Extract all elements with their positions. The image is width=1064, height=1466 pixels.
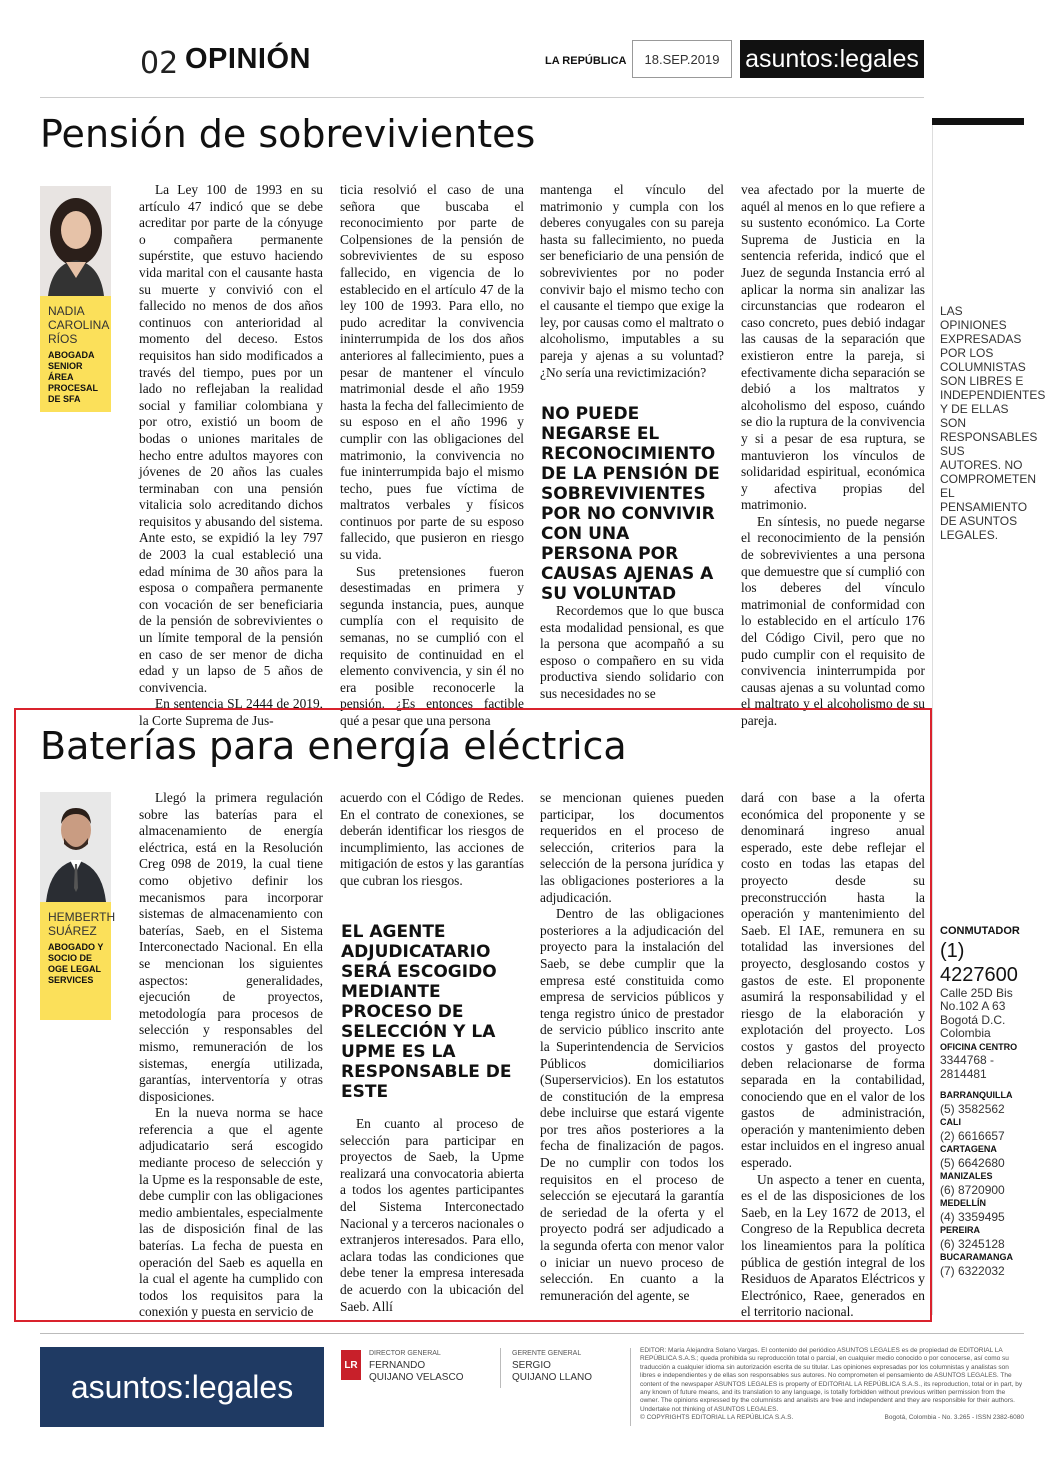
article2-pullquote: EL AGENTE ADJUDICATARIO SERÁ ESCOGIDO MEDIANTE PROCESO DE SELECCIÓN Y LA UPME ES LA RESPONSABLE DE ESTE: [341, 922, 512, 1102]
branch-phone: (2) 6616657: [940, 1128, 1005, 1143]
branch-city: CALI: [940, 1117, 961, 1127]
paragraph: En síntesis, no puede negarse el reconocimiento de la pensión de sobrevivientes a una persona que demuestre que sí cumplió con los deberes del vínculo matrimonial de conformidad con lo establecido en el artículo 176 del Código Civil, pero que no pudo cumplir con el requisito de convivencia ininterrumpida por causas ajenas a su voluntad como el maltrato y el alcoholismo de su pareja.: [741, 513, 925, 728]
article1-column-3-continued: [540, 603, 724, 703]
lr-logo: LR: [341, 1350, 361, 1380]
switchboard-phone: (1) 4227600: [940, 939, 1018, 986]
article1-column-2: [340, 182, 524, 730]
switchboard-label: CONMUTADOR: [940, 925, 1020, 937]
author-role: ABOGADA SENIOR ÁREA PROCESAL DE SFA: [48, 350, 98, 404]
article1-column-1: [139, 182, 323, 730]
branch: [940, 1197, 1024, 1224]
article2-column-2: [340, 790, 524, 890]
paragraph: En cuanto al proceso de selección para participar en proyectos de Saeb, la Upme realizará una convocatoria abierta a todos los agentes participantes del Sistema Interconectado Nacional y a terceros nacionales o extranjeros interesados. Para ello, aclara todas las condiciones que debe tener la empresa interesada de acuerdo con la ubicación del Saeb. Allí: [340, 1116, 524, 1314]
paragraph: vea afectado por la muerte de aquél al menos en lo que refiere a su sustento económico. La Corte Suprema de Justicia en la sentencia referida, indicó que el Juez de segunda Instancia erró al aplicar la norma sin analizar las circunstancias que rodearon el caso concreto, pues debió indagar las causas de la separación que existieron entre la pareja, si efectivamente dicha separación se debió a los maltratos y alcoholismo del esposo, cuándo se dio la ruptura de la convivencia y si a pesar de esa ruptura, se mantuvieron los vínculos de solidaridad espiritual, económica y afectiva propias del matrimonio.: [741, 182, 925, 513]
supplement-logo: asuntos:legales: [740, 40, 924, 78]
header-divider: [40, 97, 924, 98]
branch: [940, 1089, 1024, 1116]
branch-phone: (5) 3582562: [940, 1101, 1005, 1116]
paragraph: dará con base a la oferta económica del proponente y se denominará ingreso anual esperado, este debe reflejar el costo en todas las etapas del proyecto desde su preconstrucción hasta la operación y mantenimiento del Saeb. El IAE, remunera en su totalidad las inversiones del proyecto, desglosando costos y gastos de este. El proponente asumirá la responsabilidad y el riesgo de la elaboración y explotación del proyecto. Los costos y gastos del proyecto deben relacionarse de forma separada en la contabilidad, conociendo que en el valor de los gastos de administración, operación y mantenimiento deben estar incluidos en el ingreso anual esperado.: [741, 790, 925, 1171]
side-column-divider: [932, 125, 933, 1315]
paragraph: Llegó la primera regulación sobre las baterías para el almacenamiento de energía eléctrica, está en la Resolución Creg 098 de 2019, la cual tiene como objetivo definir los mecanismos para incorporar sistemas de almacenamiento con baterías, Saeb, en el Sistema Interconectado Nacional. En ella se mencionan los siguientes aspectos: generalidades, ejecución de proyectos, metodología para procesos de selección y responsables del mismo, remuneración de los sistemas, energía utilizada, garantías, interventoría y otras disposiciones.: [139, 790, 323, 1104]
address-city: Bogotá D.C.: [940, 1012, 1006, 1027]
article2-headline: Baterías para energía eléctrica: [40, 724, 627, 768]
author-name: HEMBERTH SUÁREZ: [48, 910, 116, 938]
address-line: No.102 A 63: [940, 999, 1006, 1013]
branch-phone: (4) 3359495: [940, 1209, 1005, 1224]
branch-phone: (5) 6642680: [940, 1155, 1005, 1170]
director-name: FERNANDO: [369, 1360, 426, 1371]
paragraph: mantenga el vínculo del matrimonio y cumpla con los deberes conyugales con su pareja hasta su fallecimiento, no pueda ser beneficiario de una pensión de sobrevivientes por no poder convivir bajo el mismo techo con el causante el tiempo que exige la ley, por causas como el maltrato o alcoholismo, imputables a su pareja y ajenas a su voluntad? ¿No sería una revictimización?: [540, 182, 724, 380]
branch-phone: (6) 8720900: [940, 1182, 1005, 1197]
paragraph: Un aspecto a tener en cuenta, es el de las disposiciones de los Saeb, en la Ley 1672 de 2013, el Congreso de la Republica decreta los lineamientos para la política pública de gestión integral de los Residuos de Aparatos Eléctricos y Electrónico, Raee, generados en el territorio nacional.: [741, 1171, 925, 1320]
manager-name: QUIJANO LLANO: [512, 1372, 593, 1383]
legal-divider: [630, 1348, 631, 1426]
page-number: 02: [140, 46, 179, 81]
paragraph: Sus pretensiones fueron desestimadas en primera y segunda instancia, pues, aunque cumplía con el requisito de semanas, no se cumplió con el requisito de continuidad en el elemento convivencia, y sin él no era posible reconocerle la pensión. ¿Es entonces factible qué a pesar que una persona: [340, 563, 524, 728]
branch: [940, 1143, 1024, 1170]
newspaper-name: LA REPÚBLICA: [545, 55, 627, 67]
address-country: Colombia: [940, 1026, 991, 1040]
paragraph: En la nueva norma se hace referencia a que el agente adjudicatario será escogido mediante proceso de selección y la Upme es la responsable de este, debe cumplir con las obligaciones medio ambientales, especialmente las de disposición final de las baterías. La fecha de puesta en operación del Saeb es aquella en la cual el agente ha cumplido con todos los requisitos para la conexión y puesta en servicio de: [139, 1105, 323, 1320]
edition-info: Bogotá, Colombia - No. 3.265 - ISSN 2382-6080: [884, 1414, 1024, 1422]
branch-city: PEREIRA: [940, 1225, 981, 1235]
branch: [940, 1251, 1024, 1278]
columnist-disclaimer: LAS OPINIONES EXPRESADAS POR LOS COLUMNISTAS SON LIBRES E INDEPENDIENTES Y DE ELLAS SON RESPONSABLES SUS AUTORES. NO COMPROMETEN EL PENSAMIENTO DE ASUNTOS LEGALES.: [940, 304, 1046, 542]
article1-headline: Pensión de sobrevivientes: [40, 112, 536, 156]
article2-column-2-continued: [340, 1116, 524, 1315]
branch-city: BARRANQUILLA: [940, 1090, 1013, 1100]
branch-city: MEDELLÍN: [940, 1198, 986, 1208]
article2-author-card: [40, 792, 116, 1020]
footer-logo: asuntos:legales: [40, 1347, 324, 1427]
branch-city: CARTAGENA: [940, 1144, 997, 1154]
author-photo: [40, 792, 111, 902]
branch: [940, 1170, 1024, 1197]
address-line: Calle 25D Bis: [940, 985, 1013, 1000]
office-phones: 3344768 - 2814481: [940, 1053, 995, 1081]
side-column-bar: [932, 118, 1024, 125]
branch-city: BUCARAMANGA: [940, 1252, 1013, 1262]
section-title: OPINIÓN: [185, 43, 311, 75]
legal-text: EDITOR: María Alejandra Solano Vargas. El contenido del periódico ASUNTOS LEGALES es de propiedad de EDITORIAL LA REPÚBLICA S.A.S.; queda prohibida su reproducción total o parcial, en cualquier medio conocido o por conocerse, así como su traducción a cualquier idioma sin autorización escrita de su titular. Las opiniones expresadas por los columnistas y analistas son libres e independientes y de ellas son responsables sus autores. No comprometen el pensamiento de ASUNTOS LEGALES. The content of the newspaper ASUNTOS LEGALES is property of EDITORIAL LA REPÚBLICA S.A.S., its reproduction, total or in part, by any known of future means, and its translation to any language, is totally forbidden without previous written permission from the owner. The opinions expressed by the columnists and analists are free and independent and they are responsible for their authors. Undertake not thinking of ASUNTOS LEGALES.: [640, 1347, 1023, 1413]
footer-divider: [40, 1333, 1024, 1334]
article2-column-4: [741, 790, 925, 1321]
credit-divider: [500, 1348, 501, 1388]
article1-pullquote: NO PUEDE NEGARSE EL RECONOCIMIENTO DE LA PENSIÓN DE SOBREVIVIENTES POR NO CONVIVIR CON UNA PERSONA POR CAUSAS AJENAS A SU VOLUNTAD: [541, 404, 720, 604]
contact-info: [940, 925, 1024, 1278]
article1-column-4: [741, 182, 925, 730]
article2-column-3: [540, 790, 724, 1304]
issue-date: 18.SEP.2019: [632, 40, 732, 78]
copyright: © COPYRIGHTS EDITORIAL LA REPÚBLICA S.A.S.: [640, 1414, 794, 1422]
paragraph: La Ley 100 de 1993 en su artículo 47 indicó que se debe acreditar por parte de la cónyuge o compañera permanente supérstite, que estuvo haciendo vida marital con el causante hasta su muerte y convivió con el fallecido no menos de dos años continuos con anterioridad al momento del deceso. Estos requisitos han sido modificados a través del tiempo, pues por un lado no reflejaban la realidad social y familiar colombiana y por otro, existió un boom de bodas o uniones maritales de hecho entre adultos mayores con jóvenes de 20 años las cuales terminaban con una pensión vitalicia solo acreditando dichos requisitos y abusando del sistema. Ante esto, se expidió la ley 797 de 2003 la cual estableció una edad mínima de 30 años para la esposa o compañera permanente con vocación de ser beneficiaria de la pensión de sobrevivientes o un límite temporal de la pensión en caso de ser menor de dicha edad y un lapso de 5 años de convivencia.: [139, 182, 323, 695]
paragraph: se mencionan quienes pueden participar, los documentos requeridos en el proceso de selección, criterios para la selección de la persona jurídica y las obligaciones posteriores a la adjudicación.: [540, 790, 724, 905]
article2-column-1: [139, 790, 323, 1321]
author-name: NADIA CAROLINA RÍOS: [48, 304, 109, 346]
branch-phone: (6) 3245128: [940, 1236, 1005, 1251]
author-role: ABOGADO Y SOCIO DE OGE LEGAL SERVICES: [48, 942, 104, 985]
director-label: DIRECTOR GENERAL: [369, 1350, 441, 1357]
office-label: OFICINA CENTRO: [940, 1041, 1018, 1052]
manager-credit: [512, 1348, 592, 1384]
author-photo: [40, 186, 111, 296]
paragraph: Recordemos que lo que busca esta modalidad pensional, es que la persona que acompañó a su esposo o compañero en su vida productiva siendo solidario con sus necesidades no se: [540, 603, 724, 701]
paragraph: ticia resolvió el caso de una señora que buscaba el reconocimiento por parte de Colpensiones de la pensión de sobrevivientes de su esposo fallecido, en vigencia de lo establecido en el artículo 47 de la ley 100 de 1993. Para ello, no pudo acreditar la convivencia ininterrumpida de los dos años anteriores al fallecimiento, pues a pesar de mantener el vínculo matrimonial desde el año 1959 hasta la fecha del fallecimiento de su esposo en el año 1996 y cumplir con las obligaciones del matrimonio, la convivencia no fue ininterrumpida bajo el mismo techo, pues fue víctima de maltratos verbales y físicos continuos por parte de su esposo fallecido, que pusieron en riesgo su vida.: [340, 182, 524, 563]
branch-phone: (7) 6322032: [940, 1263, 1005, 1278]
branch: [940, 1116, 1024, 1143]
manager-name: SERGIO: [512, 1360, 551, 1371]
paragraph: Dentro de las obligaciones posteriores a la adjudicación del proyecto para la instalación del Saeb, se debe cumplir que la empresa esté constituida como empresa de servicios públicos y tenga registro único de prestador de servicio público inscrito ante la Superintendencia de Servicios Públicos domiciliarios (Superservicios). En los estatutos de constitución de la empresa debe incluirse que estará vigente por tres años posteriores a la fecha de finalización de pagos. De no cumplir con todos los requisitos en el proceso de selección se ejecutará la garantía de seriedad de la oferta y el proyecto podrá ser adjudicado a la segunda oferta con menor valor o iniciar un nuevo proceso de selección. En cuanto a la remuneración del agente, se: [540, 906, 724, 1303]
branch-city: MANIZALES: [940, 1171, 993, 1181]
manager-label: GERENTE GENERAL: [512, 1350, 582, 1357]
legal-notice: [640, 1347, 1024, 1423]
paragraph: acuerdo con el Código de Redes. En el contrato de conexiones, se deberán identificar los riesgos de incumplimiento, las acciones de mitigación de estos y las garantías que cubran los riesgos.: [340, 790, 524, 888]
branch: [940, 1224, 1024, 1251]
article1-column-3: [540, 182, 724, 381]
article1-author-card: [40, 186, 111, 412]
legal-meta: [640, 1414, 1024, 1422]
director-name: QUIJANO VELASCO: [369, 1372, 464, 1383]
paragraph: En sentencia SL 2444 de 2019, la Corte Suprema de Jus-: [139, 696, 323, 728]
director-credit: [369, 1348, 463, 1384]
